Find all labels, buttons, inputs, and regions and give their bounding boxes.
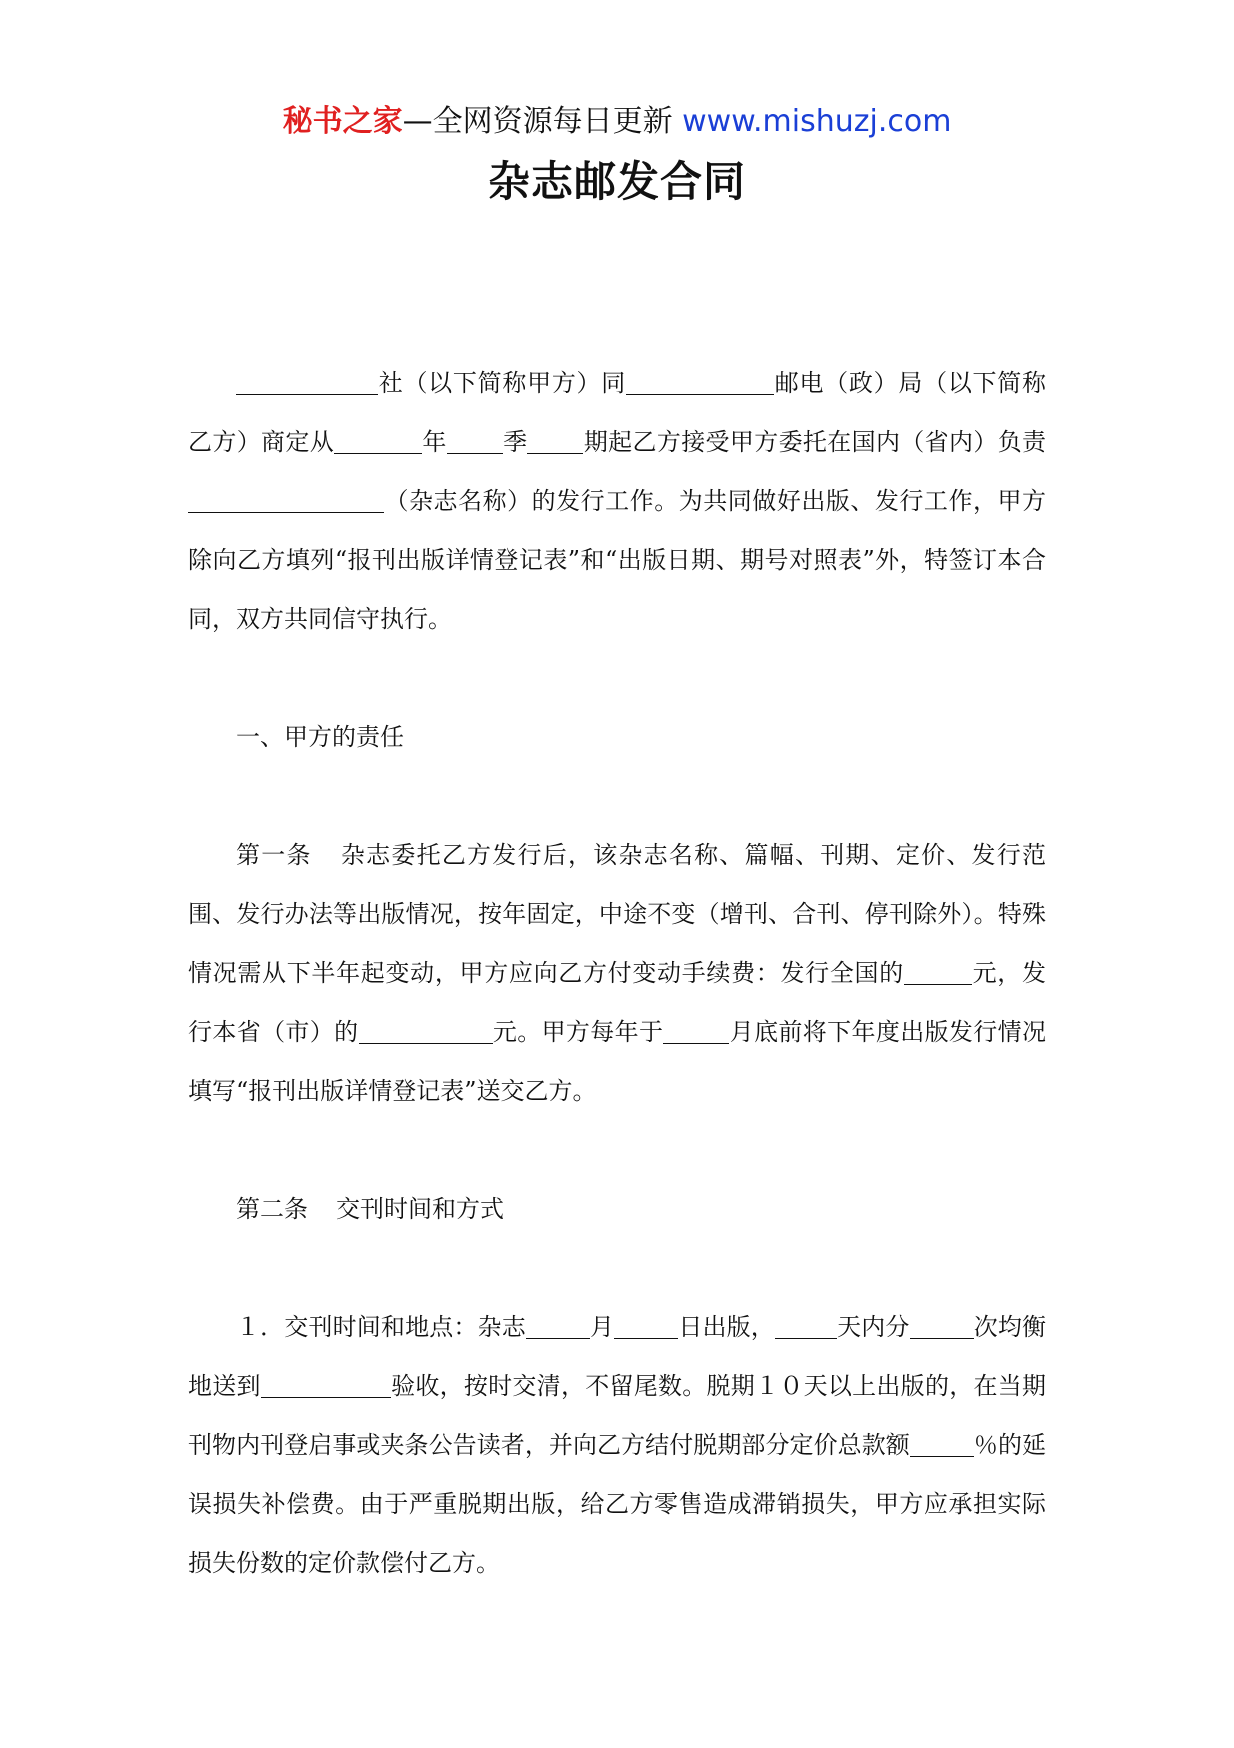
text-run: 日出版， (678, 1313, 775, 1341)
blank-field (261, 1371, 391, 1398)
document-title: 杂志邮发合同 (487, 157, 746, 206)
text-run: 邮电（政）局（以下简称乙方）商定从 (188, 369, 1046, 456)
text-run: 验收，按时交清，不留尾数。脱期１０天以上出版的，在当期刊物内刊登启事或夹条公告读者，并向乙方结付脱期部分定价总款额 (188, 1372, 1047, 1459)
text-run: 天内分 (836, 1313, 910, 1341)
blank-field (447, 427, 503, 454)
blank-field (663, 1017, 729, 1044)
item-1-paragraph (188, 1298, 1046, 1593)
article-2-heading (188, 1180, 1046, 1239)
article-label: 第二条 (236, 1195, 308, 1223)
text-run: ％的延误损失补偿费。由于严重脱期出版，给乙方零售造成滞销损失，甲方应承担实际损失份数的定价款偿付乙方。 (188, 1431, 1047, 1577)
blank-field (359, 1017, 493, 1044)
blank-field (910, 1430, 974, 1457)
text-run: 年 (422, 428, 447, 456)
blank-field (910, 1312, 974, 1339)
site-banner (0, 100, 1234, 144)
site-url-link[interactable]: www.mishuzj.com (682, 104, 952, 139)
blank-field (775, 1312, 837, 1339)
section-heading: 一、甲方的责任 (236, 723, 404, 751)
blank-field (334, 427, 422, 454)
article-heading: 交刊时间和方式 (336, 1195, 504, 1223)
blank-field (236, 368, 378, 395)
text-run: 次均衡地送到 (188, 1313, 1047, 1400)
blank-field (614, 1312, 678, 1339)
text-run: 月底前将下年度出版发行情况填写“报刊出版详情登记表”送交乙方。 (188, 1018, 1047, 1105)
blank-field (626, 368, 774, 395)
blank-field (526, 1312, 590, 1339)
blank-field (188, 486, 384, 513)
blank-field (527, 427, 583, 454)
text-run: 期起乙方接受甲方委托在国内（省内）负责 (583, 428, 1047, 456)
banner-slogan: —全网资源每日更新 (402, 104, 683, 139)
text-run: 月 (589, 1313, 615, 1341)
text-run: 季 (502, 428, 528, 456)
intro-paragraph (188, 354, 1046, 649)
text-run: 元，发行本省（市）的 (188, 959, 1046, 1046)
blank-field (904, 958, 972, 985)
article-label: 第一条 (236, 841, 312, 869)
document-body (188, 354, 1046, 1593)
text-run: １．交刊时间和地点：杂志 (236, 1313, 526, 1341)
text-run: 社（以下简称甲方）同 (378, 369, 626, 397)
text-run: 杂志委托乙方发行后，该杂志名称、篇幅、刊期、定价、发行范围、发行办法等出版情况，按年固定，中途不变（增刊、合刊、停刊除外）。特殊情况需从下半年起变动，甲方应向乙方付变动手续费：发行全国的 (188, 841, 1047, 987)
text-run: （杂志名称）的发行工作。为共同做好出版、发行工作，甲方除向乙方填列“报刊出版详情登记表”和“出版日期、期号对照表”外，特签订本合同，双方共同信守执行。 (188, 487, 1046, 633)
article-1 (188, 826, 1046, 1121)
text-run: 元。甲方每年于 (492, 1018, 664, 1046)
brand-name: 秘书之家 (282, 104, 403, 139)
